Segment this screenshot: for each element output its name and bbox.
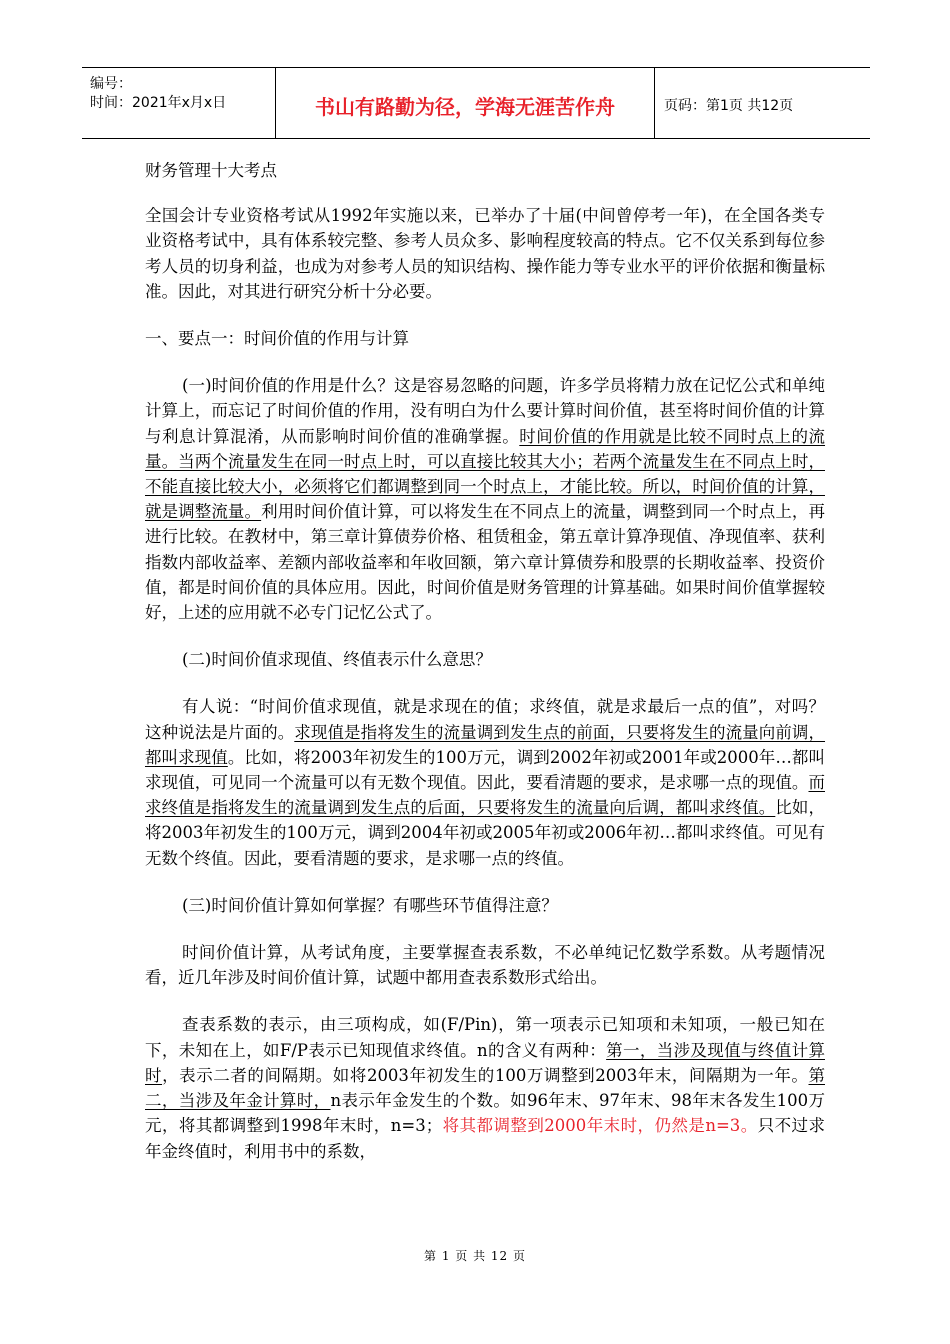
text-run: 查表系数的表示，由三项构成，如(F/Pin)，第一项表示已知项和未知项，一般已知在下，未知在上，如F/P表示已知现值求终值。n的含义有两种： (145, 1015, 825, 1060)
paragraph-table-factors: 时间价值计算，从考试角度，主要掌握查表系数，不必单纯记忆数学系数。从考题情况看，近几年涉及时间价值计算，试题中都用查表系数形式给出。 (145, 943, 825, 988)
text-run: 。比如，将2003年初发生的100万元，调到2002年初或2001年或2000年…都叫求现值，可见同一个流量可以有无数个现值。因此，要看清题的要求，是求哪一点的现值。 (145, 747, 825, 793)
underlined-text: 求现值是指将发生的流量调到发生点的前面，只要将发生的流量向前调，都叫求现值 (145, 722, 826, 767)
highlighted-red-text: 将其都调整到2000年末时，仍然是n=3。 (442, 1116, 758, 1136)
underlined-text: 而求终值是指将发生的流量调到发生点的后面，只要将发生的流量向后调，都叫求终值。 (145, 773, 825, 818)
document-body (145, 158, 825, 1164)
text-run: (一)时间价值的作用是什么？这是容易忽略的问题，许多学员将精力放在记忆公式和单纯计算上，而忘记了时间价值的作用，没有明白为什么要计算时间价值，甚至将时间价值的计算与利息计算混淆，从而影响时间价值的准确掌握。 (145, 376, 825, 446)
underlined-text: 第二，当涉及年金计算时， (145, 1065, 825, 1111)
underlined-text: 时间价值的作用就是比较不同时点上的流量。当两个流量发生在同一时点上时，可以直接比较其大小；若两个流量发生在不同点上时，不能直接比较大小，必须将它们都调整到同一个时点上，才能比较。所以，时间价值的计算，就是调整流量。 (145, 426, 826, 522)
text-run: n表示年金发生的个数。如96年末、97年末、98年末各发生100万元，将其都调整到1998年末时，n=3； (145, 1091, 826, 1136)
text-run: 比如，将2003年初发生的100万元，调到2004年初或2005年初或2006年初…都叫求终值。可见有无数个终值。因此，要看清题的要求，是求哪一点的终值。 (145, 798, 826, 868)
page-footer: 第 1 页 共 12 页 (424, 1249, 526, 1263)
text-run: ，表示二者的间隔期。如将2003年初发生的100万调整到2003年末，间隔期为一年。 (162, 1065, 809, 1085)
text-run: 只不过求年金终值时，利用书中的系数， (145, 1116, 825, 1161)
underlined-text: 第一，当涉及现值与终值计算时 (145, 1040, 825, 1085)
document-time-label: 时间：2021年x月x日 (90, 95, 227, 111)
document-title: 财务管理十大考点 (145, 161, 277, 180)
paragraph-present-future-value (145, 694, 825, 870)
intro-paragraph: 全国会计专业资格考试从1992年实施以来，已举办了十届(中间曾停考一年)，在全国各类专业资格考试中，具有体系较完整、参考人员众多、影响程度较高的特点。它不仅关系到每位参考人员的切身利益，也成为对参考人员的知识结构、操作能力等专业水平的评价依据和衡量标准。因此，对其进行研究分析十分必要。 (145, 206, 825, 301)
question-heading: (三)时间价值计算如何掌握？有哪些环节值得注意？ (182, 895, 558, 915)
header-motto-cell (275, 68, 655, 138)
document-number-label: 编号： (90, 76, 132, 92)
header-motto: 书山有路勤为径，学海无涯苦作舟 (315, 95, 615, 119)
question-heading: (二)时间价值求现值、终值表示什么意思？ (182, 650, 492, 670)
page-header (82, 67, 870, 139)
paragraph-time-value-role (145, 373, 825, 625)
text-run: 利用时间价值计算，可以将发生在不同点上的流量，调整到同一个时点上，再进行比较。在教材中，第三章计算债券价格、租赁租金，第五章计算净现值、净现值率、获利指数内部收益率、差额内部收益率和年收回额，第六章计算债券和股票的长期收益率、投资价值，都是时间价值的具体应用。因此，时间价值是财务管理的计算基础。如果时间价值掌握较好，上述的应用就不必专门记忆公式了。 (145, 502, 826, 623)
text-run: 有人说：“时间价值求现值，就是求现在的值；求终值，就是求最后一点的值”，对吗？这种说法是片面的。 (145, 697, 825, 742)
header-page-number: 页码：第1页 共12页 (664, 98, 794, 114)
header-meta-cell (82, 68, 275, 138)
header-page-cell (654, 68, 870, 138)
section-heading: 一、要点一：时间价值的作用与计算 (145, 329, 409, 349)
paragraph-factor-notation (145, 1012, 825, 1163)
